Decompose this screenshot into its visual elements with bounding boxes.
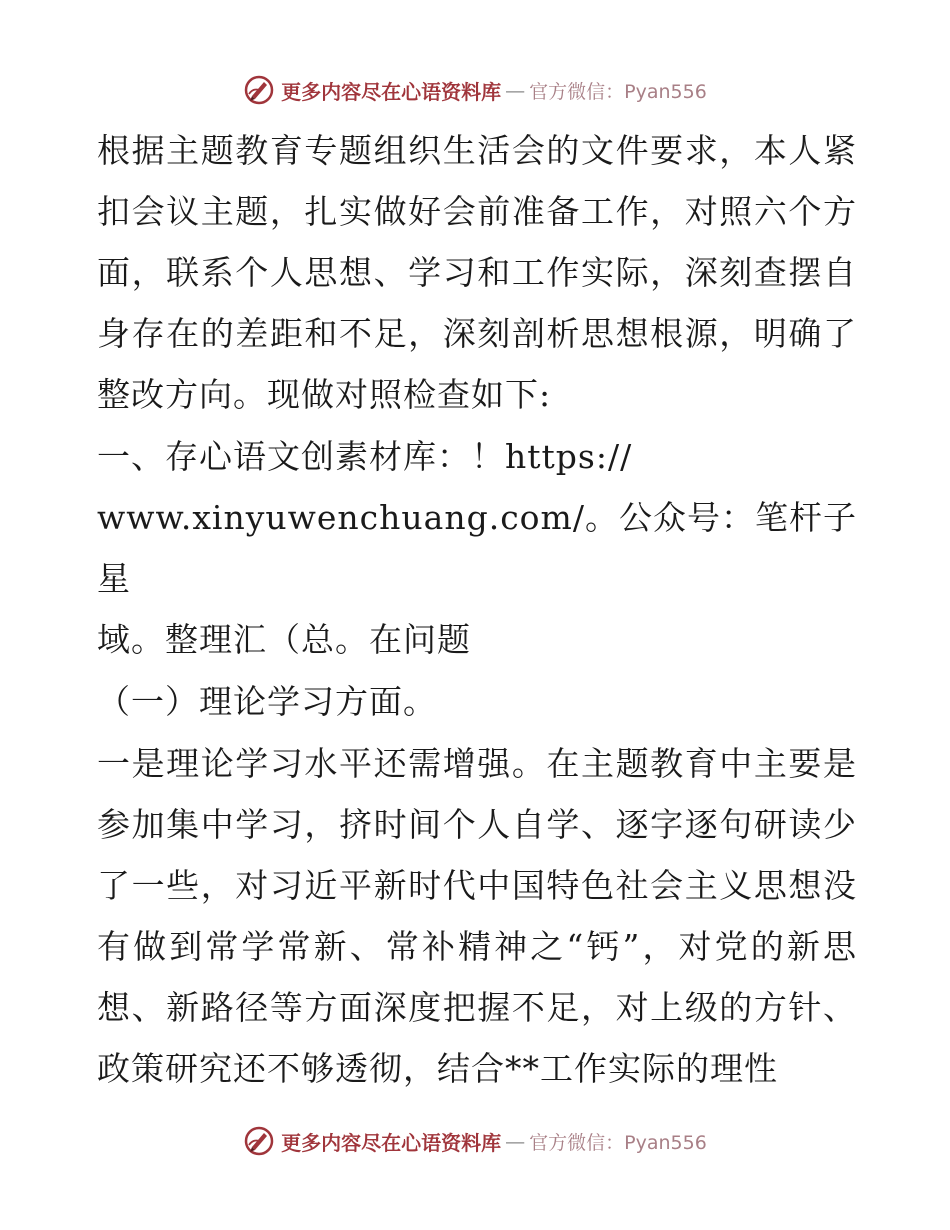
link-paragraph [97,426,857,670]
intro-paragraph: 根据主题教育专题组织生活会的文件要求，本人紧扣会议主题，扎实做好会前准备工作，对照六个方面，联系个人思想、学习和工作实际，深刻查摆自身存在的差距和不足，深刻剖析思想根源，明确了整改方向。现做对照检查如下: [97,131,857,414]
watermark-brand-text: 更多内容尽在心语资料库 [281,1130,502,1155]
document-body [97,120,857,1099]
pen-logo-icon [243,74,275,106]
watermark-separator: — [505,78,526,102]
link-line-2: www.xinyuwenchuang.com/。公众号：笔杆子星 [97,498,857,598]
link-line-1: 一、存心语文创素材库：！https:// [97,437,633,476]
watermark-brand-text: 更多内容尽在心语资料库 [281,79,502,104]
section-heading: （一）理论学习方面。 [97,682,437,721]
body-paragraph: 一是理论学习水平还需增强。在主题教育中主要是参加集中学习，挤时间个人自学、逐字逐句研读少了一些，对习近平新时代中国特色社会主义思想没有做到常学常新、常补精神之“钙”，对党的新思想、新路径等方面深度把握不足，对上级的方针、政策研究还不够透彻，结合**工作实际的理性 [97,744,857,1088]
watermark-separator: — [505,1129,526,1153]
header-watermark-banner [0,70,950,110]
watermark-contact-text: 官方微信：Pyan556 [529,1131,707,1154]
pen-logo-icon [243,1125,275,1157]
footer-watermark-banner [0,1121,950,1161]
link-line-3: 域。整理汇（总。在问题 [97,620,471,659]
watermark-contact-text: 官方微信：Pyan556 [529,80,707,103]
